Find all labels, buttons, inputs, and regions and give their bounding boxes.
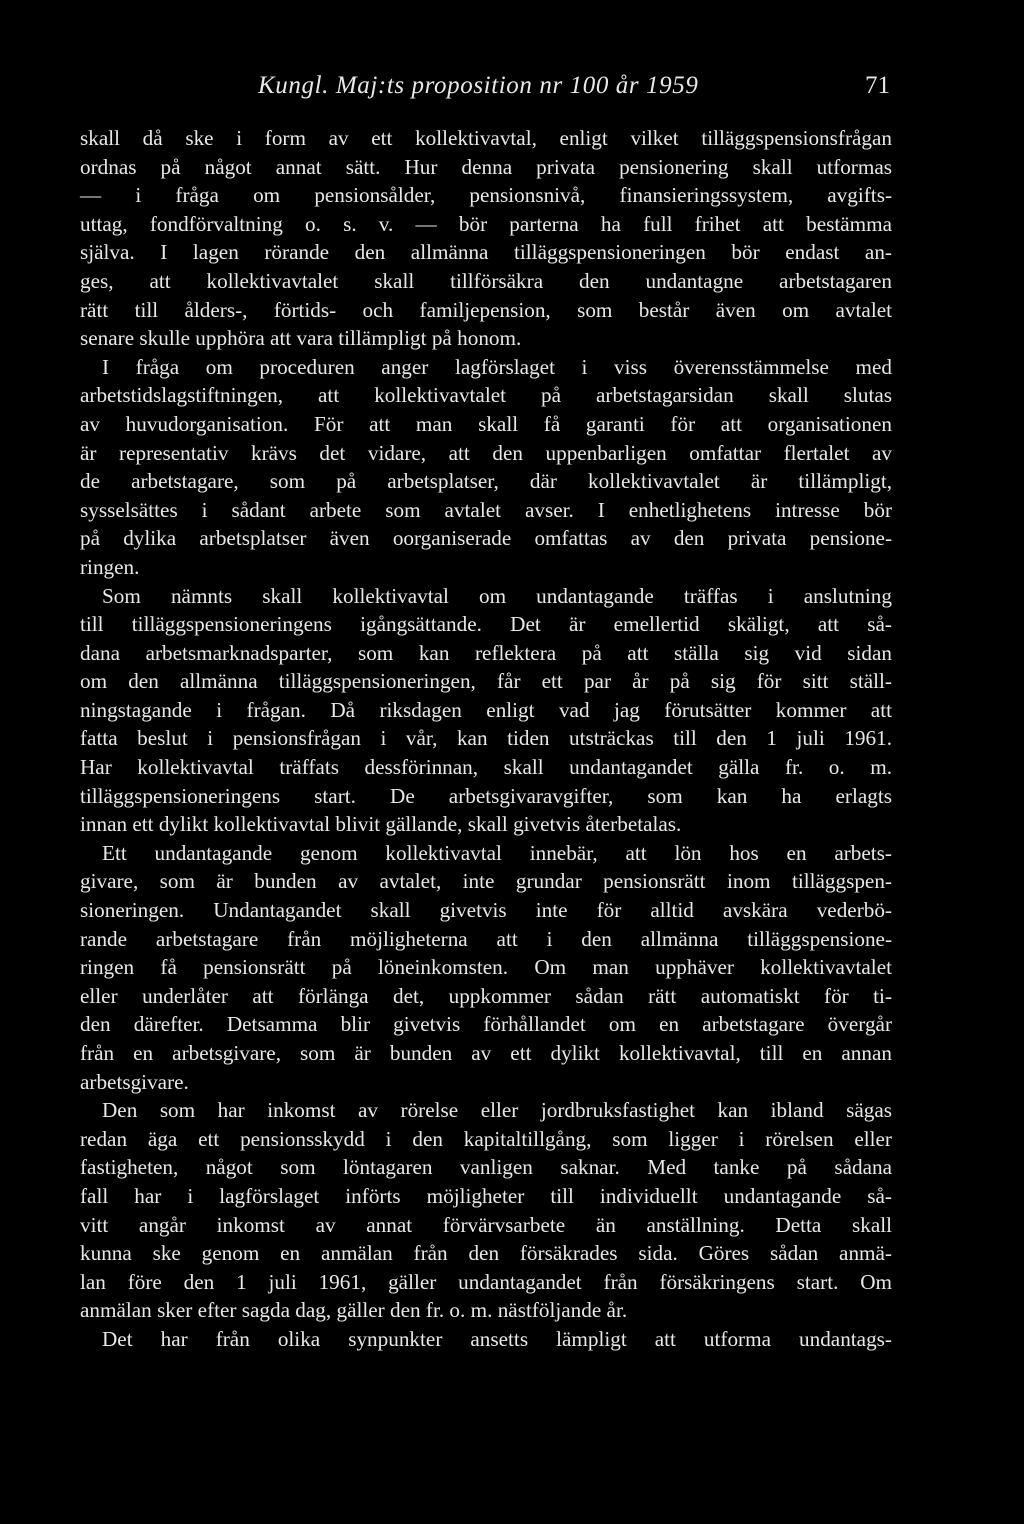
text-line: lan före den 1 juli 1961, gäller undantagandet från försäkringens start. Om	[80, 1269, 892, 1294]
text-line: Ett undantagande genom kollektivavtal innebär, att lön hos en arbets-	[102, 840, 892, 865]
text-line: är representativ krävs det vidare, att den uppenbarligen omfattar flertalet av	[80, 440, 892, 465]
text-line: ringen.	[80, 554, 140, 579]
text-line: Det har från olika synpunkter ansetts lämpligt att utforma undantags-	[102, 1326, 892, 1351]
text-line: de arbetstagare, som på arbetsplatser, där kollektivavtalet är tillämpligt,	[80, 469, 892, 494]
text-line: om den allmänna tilläggspensioneringen, får ett par år på sig för sitt ställ-	[80, 669, 892, 694]
text-line: givare, som är bunden av avtalet, inte grundar pensionsrätt inom tilläggspen-	[80, 869, 892, 894]
text-line: ringen få pensionsrätt på löneinkomsten. Om man upphäver kollektivavtalet	[80, 955, 892, 980]
text-line: redan äga ett pensionsskydd i den kapitaltillgång, som ligger i rörelsen eller	[80, 1126, 892, 1151]
text-line: rätt till ålders-, förtids- och familjepension, som består även om avtalet	[80, 297, 892, 322]
document-title: Kungl. Maj:ts proposition nr 100 år 1959	[258, 72, 699, 99]
text-line: från en arbetsgivare, som är bunden av ett dylikt kollektivavtal, till en annan	[80, 1041, 892, 1065]
text-line: — i fråga om pensionsålder, pensionsnivå, finansieringssystem, avgifts-	[80, 183, 892, 208]
text-line: kunna ske genom en anmälan från den försäkrades sida. Göres sådan anmä-	[80, 1241, 892, 1266]
text-line: dana arbetsmarknadsparter, som kan reflektera på att ställa sig vid sidan	[80, 640, 892, 665]
text-line: rande arbetstagare från möjligheterna att i den allmänna tilläggspensione-	[80, 926, 892, 951]
text-line: arbetstidslagstiftningen, att kollektivavtalet på arbetstagarsidan skall slutas	[80, 383, 892, 408]
body-text	[80, 124, 892, 1354]
text-line: Som nämnts skall kollektivavtal om undantagande träffas i anslutning	[102, 583, 892, 608]
text-line: själva. I lagen rörande den allmänna tilläggspensioneringen bör endast an-	[80, 240, 892, 265]
text-line: senare skulle upphöra att vara tillämpligt på honom.	[80, 326, 522, 351]
text-line: skall då ske i form av ett kollektivavtal, enligt vilket tilläggspensionsfrågan	[80, 126, 892, 150]
text-line: vitt angår inkomst av annat förvärvsarbete än anställning. Detta skall	[80, 1212, 892, 1237]
page-number: 71	[865, 72, 890, 99]
text-line: Den som har inkomst av rörelse eller jordbruksfastighet kan ibland sägas	[102, 1098, 892, 1123]
text-line: tilläggspensioneringens start. De arbetsgivaravgifter, som kan ha erlagts	[80, 783, 892, 808]
text-line: Har kollektivavtal träffats dessförinnan, skall undantagandet gälla fr. o. m.	[80, 755, 892, 780]
text-line: den därefter. Detsamma blir givetvis förhållandet om en arbetstagare övergår	[80, 1012, 892, 1037]
text-line: fatta beslut i pensionsfrågan i vår, kan tiden utsträckas till den 1 juli 1961.	[80, 726, 892, 751]
text-line: av huvudorganisation. För att man skall få garanti för att organisationen	[80, 411, 892, 436]
text-line: ningstagande i frågan. Då riksdagen enligt vad jag förutsätter kommer att	[80, 697, 892, 722]
text-line: ges, att kollektivavtalet skall tillförsäkra den undantagne arbetstagaren	[80, 268, 892, 293]
text-line: ordnas på något annat sätt. Hur denna privata pensionering skall utformas	[80, 154, 892, 179]
text-line: uttag, fondförvaltning o. s. v. — bör parterna ha full frihet att bestämma	[80, 211, 892, 236]
text-line: fall har i lagförslaget införts möjligheter till individuellt undantagande så-	[80, 1183, 892, 1208]
text-line: sysselsättes i sådant arbete som avtalet avser. I enhetlighetens intresse bör	[80, 497, 892, 522]
text-line: sioneringen. Undantagandet skall givetvis inte för alltid avskära vederbö-	[80, 898, 892, 923]
text-line: eller underlåter att förlänga det, uppkommer sådan rätt automatiskt för ti-	[80, 983, 892, 1008]
text-line: anmälan sker efter sagda dag, gäller den fr. o. m. nästföljande år.	[80, 1298, 628, 1323]
running-header	[258, 72, 890, 106]
text-line: arbetsgivare.	[80, 1069, 189, 1094]
text-line: på dylika arbetsplatser även oorganiserade omfattas av den privata pensione-	[80, 526, 892, 551]
text-line: I fråga om proceduren anger lagförslaget i viss överensstämmelse med	[102, 354, 892, 379]
text-line: fastigheten, något som löntagaren vanligen saknar. Med tanke på sådana	[80, 1155, 892, 1180]
text-line: innan ett dylikt kollektivavtal blivit gällande, skall givetvis återbetalas.	[80, 812, 682, 837]
text-line: till tilläggspensioneringens igångsättande. Det är emellertid skäligt, att så-	[80, 612, 892, 637]
